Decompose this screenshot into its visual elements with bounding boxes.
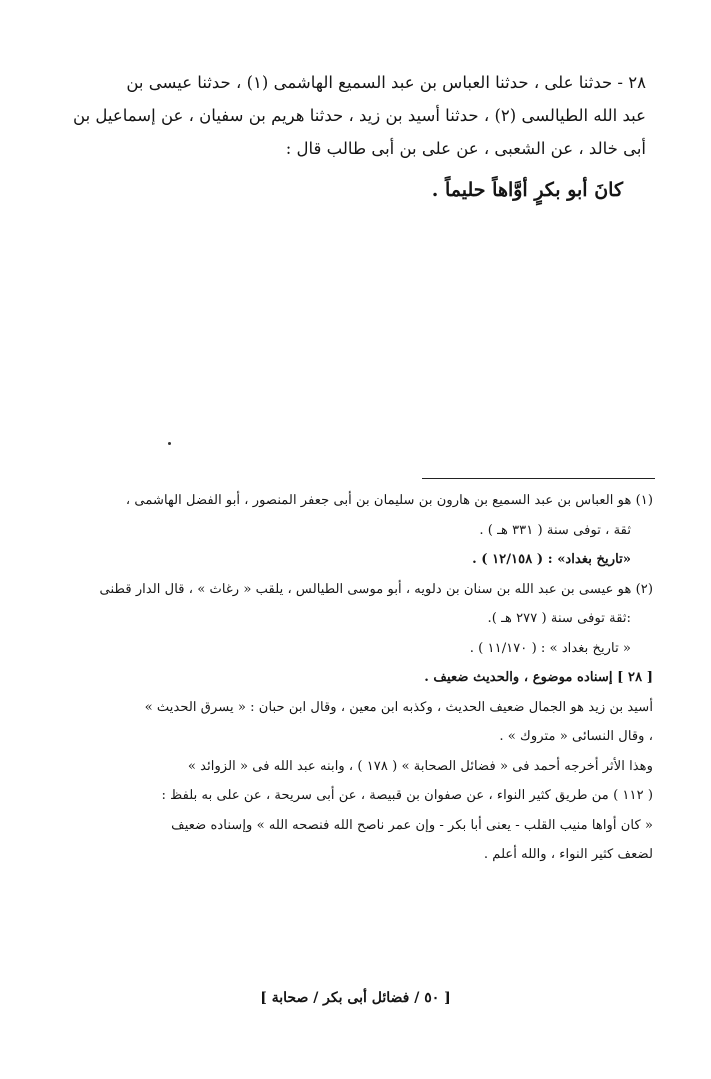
hadith-line-2: عبد الله الطيالسى (٢) ، حدثنا أسيد بن زيد ، حدثنا هريم بن سفيان ، عن إسماعيل بن bbox=[73, 106, 646, 125]
footnotes-section bbox=[51, 486, 653, 870]
footnote-2-line-2: :ثقة توفى سنة ( ٢٧٧ هـ ). bbox=[487, 611, 631, 626]
footnote-1-reference: «تاريخ بغداد» : ( ١٢/١٥٨ ) . bbox=[472, 552, 631, 567]
comment-line-3: وهذا الأثر أخرجه أحمد فى « فضائل الصحابة » ( ١٧٨ ) ، وابنه عبد الله فى « الزوائد » bbox=[187, 758, 653, 774]
footnote-divider bbox=[422, 478, 655, 479]
comment-line-6: لضعف كثير النواء ، والله أعلم . bbox=[483, 847, 653, 862]
footnote-2-line-1: (٢) هو عيسى بن عبد الله بن سنان بن دلويه ، أبو موسى الطيالس ، يلقب « رغاث » ، قال الدار قطنى bbox=[99, 581, 653, 597]
hadith-line-3: أبى خالد ، عن الشعبى ، عن على بن أبى طالب قال : bbox=[285, 139, 646, 158]
footnote-1-line-1: (١) هو العباس بن عبد السميع بن هارون بن سليمان بن أبى جعفر المنصور ، أبو الفضل الهاشمى ، bbox=[125, 493, 653, 508]
grading-heading: [ ٢٨ ] إسناده موضوع ، والحديث ضعيف . bbox=[424, 670, 653, 685]
footnote-2-reference: « تاريخ بغداد » : ( ١١/١٧٠ ) . bbox=[469, 640, 631, 656]
hadith-text bbox=[50, 66, 646, 165]
footnote-1-line-2: ثقة ، توفى سنة ( ٣٣١ هـ ) . bbox=[479, 522, 631, 538]
comment-line-5: « كان أواها منيب القلب - يعنى أبا بكر - وإن عمر ناصح الله فنصحه الله » وإسناده ضعيف bbox=[171, 817, 653, 833]
comment-line-1: أسيد بن زيد هو الجمال ضعيف الحديث ، وكذبه ابن معين ، وقال ابن حبان : « يسرق الحديث » bbox=[144, 699, 653, 715]
hadith-line-1: ٢٨ - حدثنا على ، حدثنا العباس بن عبد السميع الهاشمى (١) ، حدثنا عيسى بن bbox=[126, 73, 646, 92]
comment-line-2: ، وقال النسائى « متروك » . bbox=[499, 729, 653, 744]
hadith-quote: كانَ أبو بكرٍ أوَّاهاً حليماً . bbox=[431, 179, 623, 201]
page-footer: [ ٥٠ / فضائل أبى بكر / صحابة ] bbox=[260, 990, 451, 1006]
comment-line-4: ( ١١٢ ) من طريق كثير النواء ، عن صفوان بن قبيصة ، عن أبى سريحة ، عن على به بلفظ : bbox=[161, 788, 653, 803]
stray-dot bbox=[168, 442, 171, 445]
